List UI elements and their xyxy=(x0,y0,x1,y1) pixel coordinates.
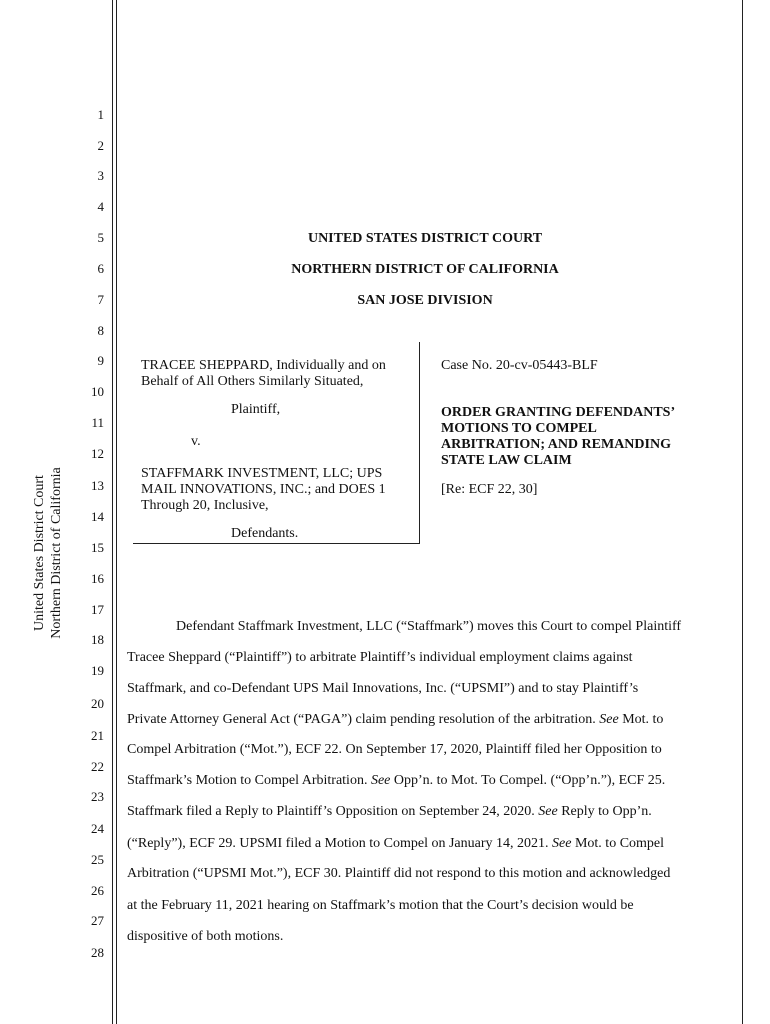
signal-see: See xyxy=(370,773,391,788)
caption-box-bottom-line xyxy=(133,543,420,544)
defendant-name-line-1: STAFFMARK INVESTMENT, LLC; UPS xyxy=(141,466,383,481)
plaintiff-name-line-2: Behalf of All Others Similarly Situated, xyxy=(141,374,364,389)
plaintiff-role: Plaintiff, xyxy=(231,402,281,417)
line-number: 19 xyxy=(91,663,104,678)
line-number: 9 xyxy=(97,353,104,368)
line-number: 4 xyxy=(97,199,104,214)
defendant-role: Defendants. xyxy=(231,526,299,541)
ecf-reference: [Re: ECF 22, 30] xyxy=(441,482,538,497)
line-number: 28 xyxy=(91,945,104,960)
line-number: 27 xyxy=(91,913,104,928)
line-number: 7 xyxy=(97,292,104,307)
line-number: 18 xyxy=(91,632,104,647)
court-sidebar-label xyxy=(31,467,65,638)
line-number: 5 xyxy=(97,230,104,245)
body-text: (“Reply”), ECF 29. UPSMI filed a Motion to Compel on January 14, 2021. xyxy=(127,836,553,851)
body-text: Staffmark’s Motion to Compel Arbitration. xyxy=(127,773,371,788)
left-margin-rule-inner xyxy=(116,0,117,1024)
line-number: 13 xyxy=(91,478,104,493)
body-line-9: Arbitration (“UPSMI Mot.”), ECF 30. Plaintiff did not respond to this motion and acknowledged xyxy=(127,866,671,881)
division-name: SAN JOSE DIVISION xyxy=(357,293,493,308)
body-line-2: Tracee Sheppard (“Plaintiff”) to arbitrate Plaintiff’s individual employment claims against xyxy=(127,650,633,665)
line-number: 12 xyxy=(91,446,104,461)
body-line-1: Defendant Staffmark Investment, LLC (“Staffmark”) moves this Court to compel Plaintiff xyxy=(176,619,682,634)
line-number: 11 xyxy=(91,415,104,430)
order-title-line-1: ORDER GRANTING DEFENDANTS’ xyxy=(441,405,676,420)
line-number: 17 xyxy=(91,602,104,617)
line-number: 6 xyxy=(97,261,104,276)
left-margin-rule-outer xyxy=(112,0,113,1024)
body-text: Reply to Opp’n. xyxy=(557,804,652,819)
body-line-10: at the February 11, 2021 hearing on Staffmark’s motion that the Court’s decision would be xyxy=(127,898,634,913)
body-text: Mot. to Compel xyxy=(571,836,665,851)
line-number: 25 xyxy=(91,852,104,867)
body-line-3: Staffmark, and co-Defendant UPS Mail Innovations, Inc. (“UPSMI”) and to stay Plaintiff’s xyxy=(127,681,639,696)
line-number: 14 xyxy=(91,509,104,524)
body-text: Staffmark filed a Reply to Plaintiff’s Opposition on September 24, 2020. xyxy=(127,804,539,819)
signal-see: See xyxy=(599,712,619,727)
line-number: 16 xyxy=(91,571,104,586)
line-number: 24 xyxy=(91,821,104,836)
line-number: 8 xyxy=(97,323,104,338)
body-line-11: dispositive of both motions. xyxy=(127,929,284,944)
line-number: 21 xyxy=(91,728,104,743)
body-line-8 xyxy=(127,836,664,852)
body-line-4 xyxy=(127,712,663,728)
body-line-5: Compel Arbitration (“Mot.”), ECF 22. On September 17, 2020, Plaintiff filed her Opposition to xyxy=(127,742,662,757)
versus: v. xyxy=(191,434,201,449)
line-number: 2 xyxy=(97,138,104,153)
body-text: Opp’n. to Mot. To Compel. (“Opp’n.”), ECF 25. xyxy=(390,773,666,788)
body-line-6 xyxy=(127,773,665,789)
court-name: UNITED STATES DISTRICT COURT xyxy=(307,231,543,246)
line-number: 22 xyxy=(91,759,104,774)
line-number: 1 xyxy=(97,107,104,122)
line-number: 20 xyxy=(91,696,104,711)
signal-see: See xyxy=(538,804,558,819)
sidebar-line-district: Northern District of California xyxy=(49,467,64,639)
line-number: 15 xyxy=(91,540,104,555)
defendant-name-line-3: Through 20, Inclusive, xyxy=(141,498,269,513)
right-margin-rule xyxy=(742,0,743,1024)
sidebar-line-court: United States District Court xyxy=(32,475,47,631)
body-text: Private Attorney General Act (“PAGA”) claim pending resolution of the arbitration. xyxy=(127,712,600,727)
body-line-7 xyxy=(127,804,652,820)
order-title-line-3: ARBITRATION; AND REMANDING xyxy=(441,437,671,452)
case-number: Case No. 20-cv-05443-BLF xyxy=(441,358,598,373)
line-number: 10 xyxy=(91,384,104,399)
district-name: NORTHERN DISTRICT OF CALIFORNIA xyxy=(291,262,559,277)
line-number: 26 xyxy=(91,883,104,898)
caption-box-vertical-line xyxy=(419,342,420,543)
plaintiff-name-line-1: TRACEE SHEPPARD, Individually and on xyxy=(141,358,386,373)
body-text: Mot. to xyxy=(618,712,664,727)
order-title-line-4: STATE LAW CLAIM xyxy=(441,453,572,468)
line-number: 23 xyxy=(91,789,104,804)
defendant-name-line-2: MAIL INNOVATIONS, INC.; and DOES 1 xyxy=(141,482,386,497)
signal-see: See xyxy=(552,836,572,851)
order-title-line-2: MOTIONS TO COMPEL xyxy=(441,421,597,436)
line-number: 3 xyxy=(97,168,104,183)
